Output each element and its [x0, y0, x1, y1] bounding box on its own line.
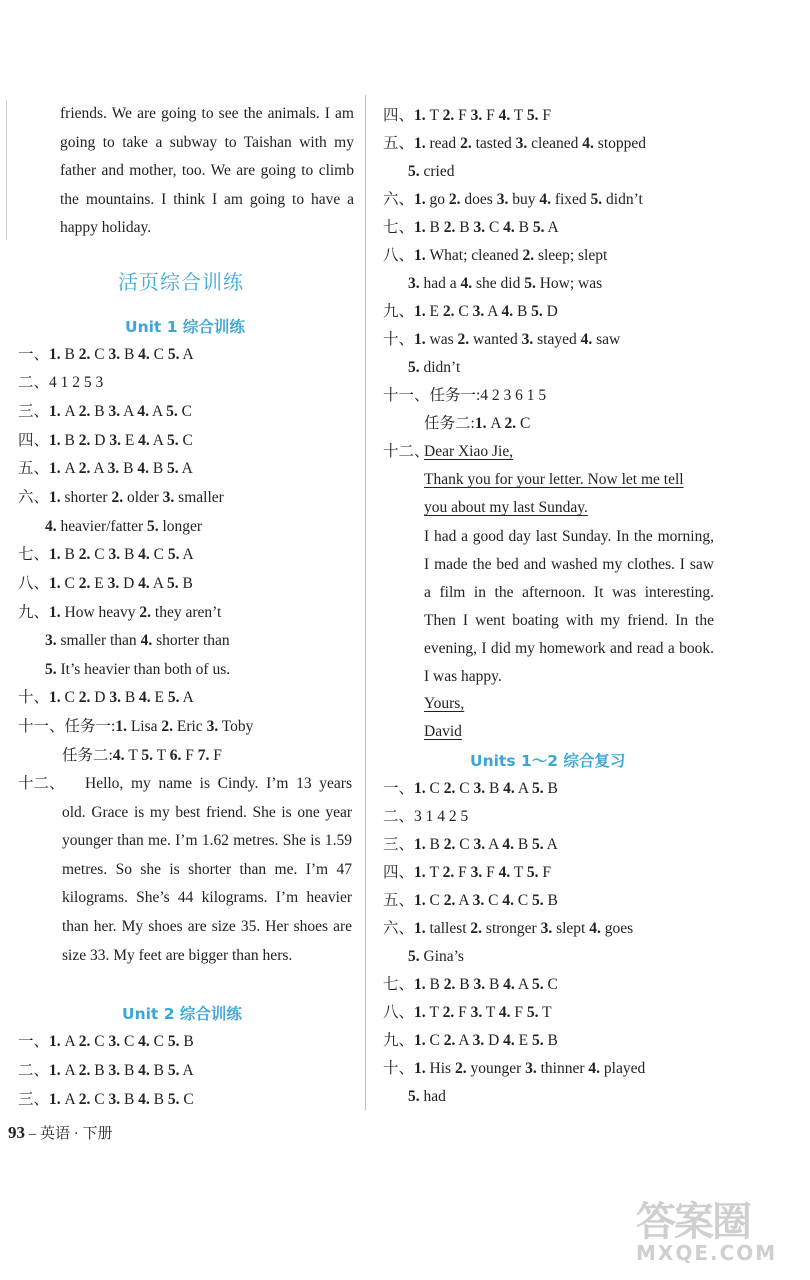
- answer-line: 3. had a 4. she did 5. How; was: [408, 275, 603, 292]
- watermark-logo: [636, 1190, 806, 1275]
- answer-line: 二、3 1 4 2 5: [383, 808, 469, 825]
- answer-line: 十、1. C 2. D 3. B 4. E 5. A: [18, 689, 194, 706]
- answer-line: 任务二:4. T 5. T 6. F 7. F: [62, 747, 222, 764]
- answer-line: 五、1. A 2. A 3. B 4. B 5. A: [18, 460, 193, 477]
- answer-line: 一、1. C 2. C 3. B 4. A 5. B: [383, 780, 558, 797]
- answer-line: 十一、任务一:1. Lisa 2. Eric 3. Toby: [18, 718, 254, 735]
- answer-line: 八、1. C 2. E 3. D 4. A 5. B: [18, 575, 193, 592]
- answer-line: 九、1. How heavy 2. they aren’t: [18, 604, 222, 621]
- answer-line: 三、1. B 2. C 3. A 4. B 5. A: [383, 836, 558, 853]
- answer-line: 四、1. B 2. D 3. E 4. A 5. C: [18, 432, 193, 449]
- answer-line: 一、1. B 2. C 3. B 4. C 5. A: [18, 346, 194, 363]
- letter-greeting: Dear Xiao Jie,: [424, 443, 514, 460]
- answer-line: 九、1. E 2. C 3. A 4. B 5. D: [383, 303, 558, 320]
- answer-line: 5. Gina’s: [408, 948, 464, 965]
- intro-paragraph: friends. We are going to see the animals. I am going to take a subway to Taishan with my father and mother, too. We are going to climb the mountains. I think I am going to have a happy holiday.: [60, 105, 354, 237]
- footer-subject: 英语 · 下册: [40, 1126, 113, 1142]
- answer-line: 七、1. B 2. B 3. C 4. B 5. A: [383, 219, 559, 236]
- answer-line: 四、1. T 2. F 3. F 4. T 5. F: [383, 107, 552, 124]
- answer-line: 任务二:1. A 2. C: [424, 415, 531, 432]
- answer-line: 三、1. A 2. C 3. B 4. B 5. C: [18, 1091, 194, 1108]
- answer-line: 十一、任务一:4 2 3 6 1 5: [383, 387, 547, 404]
- answer-line: 五、1. C 2. A 3. C 4. C 5. B: [383, 892, 558, 909]
- page-title: 活页综合训练: [118, 270, 244, 294]
- unit2-title: Unit 2 综合训练: [122, 1005, 242, 1023]
- answer-line: 八、1. T 2. F 3. T 4. F 5. T: [383, 1004, 552, 1021]
- essay-paragraph: Hello, my name is Cindy. I’m 13 years old. Grace is my best friend. She is one year younger than me. I’m 1.62 metres. She is 1.59 metres. So she is shorter than me. I’m 47 kilograms. She’s 44 kilograms. I’m heavier than her. My shoes are size 35. Her shoes are size 33. My feet are bigger than hers.: [62, 775, 352, 964]
- watermark-url: MXQE.COM: [636, 1241, 778, 1265]
- letter-intro-line: you about my last Sunday.: [424, 499, 588, 516]
- column-divider: [365, 95, 366, 1110]
- answer-line: 3. smaller than 4. shorter than: [45, 632, 230, 649]
- letter-closing: Yours,: [424, 695, 465, 712]
- answer-line: 五、1. read 2. tasted 3. cleaned 4. stopped: [383, 135, 647, 152]
- unit1-title: Unit 1 综合训练: [125, 318, 245, 336]
- answer-line: 二、1. A 2. B 3. B 4. B 5. A: [18, 1062, 194, 1079]
- watermark-text: 答案圈: [636, 1199, 750, 1245]
- answer-line: 三、1. A 2. B 3. A 4. A 5. C: [18, 403, 193, 420]
- page-number: 93: [8, 1123, 25, 1142]
- answer-line: 七、1. B 2. B 3. B 4. A 5. C: [383, 976, 558, 993]
- answer-line: 十、1. His 2. younger 3. thinner 4. played: [383, 1060, 646, 1077]
- answer-line: 5. didn’t: [408, 359, 461, 376]
- answer-line: 5. had: [408, 1088, 446, 1105]
- answer-line: 5. cried: [408, 163, 455, 180]
- answer-line: 六、1. go 2. does 3. buy 4. fixed 5. didn’t: [383, 191, 643, 208]
- answer-line: 九、1. C 2. A 3. D 4. E 5. B: [383, 1032, 558, 1049]
- answer-line: 5. It’s heavier than both of us.: [45, 661, 231, 678]
- answer-line: 六、1. tallest 2. stronger 3. slept 4. goes: [383, 920, 634, 937]
- answer-line: 七、1. B 2. C 3. B 4. C 5. A: [18, 546, 194, 563]
- answer-line: 六、1. shorter 2. older 3. smaller: [18, 489, 224, 506]
- footer-separator: –: [28, 1126, 37, 1142]
- letter-signature: David: [424, 723, 462, 740]
- letter-body: I had a good day last Sunday. In the morning, I made the bed and washed my clothes. I saw a film in the afternoon. It was interesting. Then I went boating with my friend. In the evening, I did my homework and read a book. I was happy.: [424, 528, 714, 685]
- answer-line: 十、1. was 2. wanted 3. stayed 4. saw: [383, 331, 621, 348]
- essay-label: 十二、: [18, 775, 65, 792]
- letter-intro-line: Thank you for your letter. Now let me tell: [424, 471, 684, 488]
- letter-label: 十二、: [383, 443, 430, 460]
- answer-line: 二、4 1 2 5 3: [18, 374, 104, 391]
- page-footer: [8, 1122, 113, 1143]
- answer-line: 一、1. A 2. C 3. C 4. C 5. B: [18, 1033, 194, 1050]
- review-title: Units 1～2 综合复习: [470, 752, 626, 770]
- answer-line: 四、1. T 2. F 3. F 4. T 5. F: [383, 864, 552, 881]
- answer-line: 4. heavier/fatter 5. longer: [45, 518, 203, 535]
- margin-rule: [6, 100, 7, 240]
- answer-line: 八、1. What; cleaned 2. sleep; slept: [383, 247, 608, 264]
